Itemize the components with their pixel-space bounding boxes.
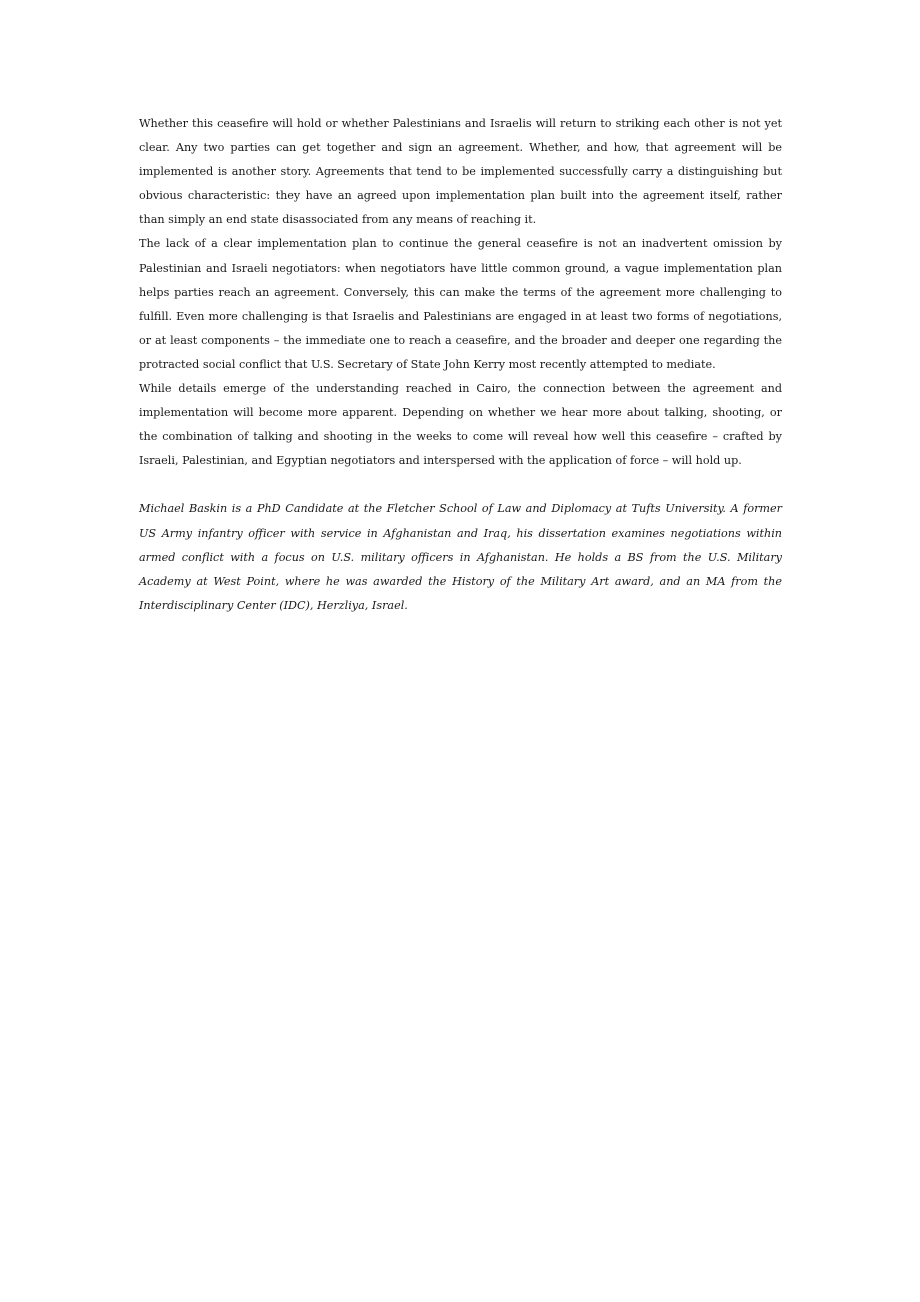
author-bio: Michael Baskin is a PhD Candidate at the Fletcher School of Law and Diplomacy at Tufts University. A former US Army infantry officer with service in Afghanistan and Iraq, his dissertation examines negotiations within armed conflict with a focus on U.S. military officers in Afghanistan. He holds a BS from the U.S. Military Academy at West Point, where he was awarded the History of the Military Art award, and an MA from the Interdisciplinary Center (IDC), Herzliya, Israel.	[139, 502, 782, 612]
section-spacer	[139, 473, 782, 497]
paragraph-ceasefire-hold: Whether this ceasefire will hold or whether Palestinians and Israelis will return to striking each other is not yet clear. Any two parties can get together and sign an agreement. Whether, and how, that agreement will be implemented is another story. Agreements that tend to be implemented successfully carry a distinguishing but obvious characteristic: they have an agreed upon implementation plan built into the agreement itself, rather than simply an end state disassociated from any means of reaching it.	[139, 117, 782, 227]
paragraph-implementation-plan: The lack of a clear implementation plan to continue the general ceasefire is not an inadvertent omission by Palestinian and Israeli negotiators: when negotiators have little common ground, a vague implementation plan helps parties reach an agreement. Conversely, this can make the terms of the agreement more challenging to fulfill. Even more challenging is that Israelis and Palestinians are engaged in at least two forms of negotiations, or at least components – the immediate one to reach a ceasefire, and the broader and deeper one regarding the protracted social conflict that U.S. Secretary of State John Kerry most recently attempted to mediate.	[139, 237, 782, 371]
article-body	[139, 112, 782, 618]
paragraph-cairo-understanding: While details emerge of the understanding reached in Cairo, the connection between the agreement and implementation will become more apparent. Depending on whether we hear more about talking, shooting, or the combination of talking and shooting in the weeks to come will reveal how well this ceasefire – crafted by Israeli, Palestinian, and Egyptian negotiators and interspersed with the application of force – will hold up.	[139, 382, 782, 468]
